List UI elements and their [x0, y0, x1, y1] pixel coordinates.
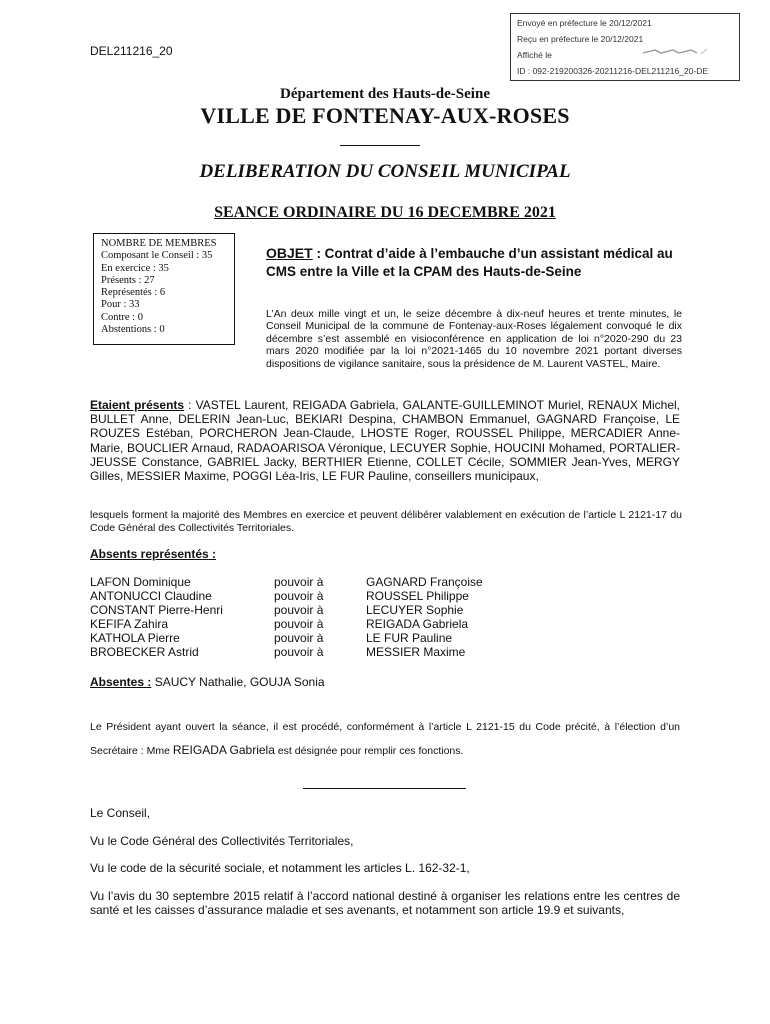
- absentes-label: Absentes :: [90, 675, 152, 689]
- objet-text: : Contrat d’aide à l’embauche d’un assistant médical au CMS entre la Ville et la CPAM des Hauts-de-Seine: [266, 246, 673, 279]
- proxy-list: [90, 575, 590, 659]
- president-text-1: Le Président ayant ouvert la séance, il est procédé, conformément à l’article L 2121-15 du Code précité, à l’élection d’un Secrétaire : Mme: [90, 721, 680, 757]
- proxy-pouvoir: pouvoir à: [274, 589, 324, 603]
- intro-paragraph: L’An deux mille vingt et un, le seize décembre à dix-neuf heures et trente minutes, le Conseil Municipal de la commune de Fontenay-aux-Roses légalement convoqué le dix décembre s’est assemblé en visioconférence en application de loi n°2020-290 du 23 mars 2020 modifiée par la loi n°2021-1465 du 10 novembre 2021 portant diverses dispositions de vigilance sanitaire, sous la présidence de M. Laurent VASTEL, Maire.: [266, 308, 682, 370]
- vu-avis-2015: Vu l’avis du 30 septembre 2015 relatif à l’accord national destiné à organiser les relations entre les centres de santé et les caisses d’assurance maladie et ses avenants, et notamment son article 19.9 et suivants,: [90, 889, 680, 917]
- proxy-to: MESSIER Maxime: [366, 645, 466, 659]
- proxy-to: LE FUR Pauline: [366, 631, 453, 645]
- members-abstentions: Abstentions : 0: [101, 324, 165, 336]
- stamp-id: ID : 092-219200326-20211216-DEL211216_20-DE: [517, 66, 709, 76]
- stamp-received: Reçu en préfecture le 20/12/2021: [517, 34, 644, 44]
- quorum-paragraph: lesquels forment la majorité des Membres en exercice et peuvent délibérer valablement en exécution de l’article L 2121-17 du Code Général des Collectivités Territoriales.: [90, 509, 682, 534]
- proxy-pouvoir: pouvoir à: [274, 603, 324, 617]
- proxy-row: [90, 645, 590, 659]
- absents-title: Absents représentés: [90, 547, 209, 561]
- proxy-name: LAFON Dominique: [90, 575, 191, 589]
- conseil-intro: Le Conseil,: [90, 806, 151, 820]
- proxy-row: [90, 617, 590, 631]
- absentes-names: SAUCY Nathalie, GOUJA Sonia: [151, 675, 325, 689]
- proxy-pouvoir: pouvoir à: [274, 575, 324, 589]
- proxy-row: [90, 631, 590, 645]
- members-title: NOMBRE DE MEMBRES: [101, 238, 217, 249]
- members-presents: Présents : 27: [101, 274, 155, 286]
- absents-colon: :: [208, 547, 217, 561]
- proxy-to: REIGADA Gabriela: [366, 617, 469, 631]
- members-representes: Représentés : 6: [101, 287, 166, 299]
- city-title: VILLE DE FONTENAY-AUX-ROSES: [200, 103, 570, 128]
- secretary-name: REIGADA Gabriela: [172, 743, 275, 757]
- stamp-posted: Affiché le: [517, 50, 552, 60]
- proxy-pouvoir: pouvoir à: [274, 631, 324, 645]
- seance-title: SEANCE ORDINAIRE DU 16 DECEMBRE 2021: [214, 204, 556, 221]
- proxy-pouvoir: pouvoir à: [274, 645, 324, 659]
- members-box: [93, 233, 235, 345]
- proxy-name: BROBECKER Astrid: [90, 645, 199, 659]
- proxy-pouvoir: pouvoir à: [274, 617, 324, 631]
- stamp-logo-icon: [641, 47, 711, 57]
- presents-label: Etaient présents: [90, 398, 185, 412]
- absents-represented-heading: [90, 547, 216, 561]
- proxy-name: KEFIFA Zahira: [90, 617, 169, 631]
- absentes-line: [90, 675, 325, 689]
- objet-label: OBJET: [266, 245, 313, 261]
- proxy-name: KATHOLA Pierre: [90, 631, 180, 645]
- president-text-2: est désignée pour remplir ces fonctions.: [274, 745, 464, 757]
- members-composant: Composant le Conseil : 35: [101, 250, 213, 262]
- document-reference: DEL211216_20: [90, 44, 173, 58]
- stamp-sent: Envoyé en préfecture le 20/12/2021: [517, 18, 652, 28]
- proxy-name: ANTONUCCI Claudine: [90, 589, 212, 603]
- vu-code-securite-sociale: Vu le code de la sécurité sociale, et notamment les articles L. 162-32-1,: [90, 861, 470, 875]
- members-exercice: En exercice : 35: [101, 262, 169, 274]
- presents-list: : VASTEL Laurent, REIGADA Gabriela, GALANTE-GUILLEMINOT Muriel, RENAUX Michel, BULLET Anne, DELERIN Jean-Luc, BEKIARI Despina, CHAMBON Emmanuel, GAGNARD Françoise, LE ROUZES Estéban, PORCHERON Jean-Claude, LHOSTE Roger, ROUSSEL Philippe, MERCADIER Anne-Marie, BOUCLIER Arnaud, RADAOARISOA Véronique, LECUYER Sophie, HOUCINI Mohamed, PORTALIER-JEUSSE Constance, GABRIEL Jacky, BERTHIER Etienne, COLLET Cécile, SOMMIER Jean-Yves, MERGY Gilles, MESSIER Maxime, POGGI Léa-Iris, LE FUR Pauline, conseillers municipaux,: [90, 398, 680, 484]
- presents-paragraph: [90, 398, 680, 483]
- proxy-row: [90, 575, 590, 589]
- objet-block: [266, 244, 684, 281]
- proxy-row: [90, 589, 590, 603]
- proxy-name: CONSTANT Pierre-Henri: [90, 603, 223, 617]
- prefecture-stamp: [510, 13, 740, 81]
- members-contre: Contre : 0: [101, 311, 143, 323]
- proxy-to: LECUYER Sophie: [366, 603, 464, 617]
- members-pour: Pour : 33: [101, 299, 140, 311]
- proxy-to: ROUSSEL Philippe: [366, 589, 469, 603]
- section-divider: [303, 788, 466, 789]
- proxy-to: GAGNARD Françoise: [366, 575, 483, 589]
- deliberation-title: DELIBERATION DU CONSEIL MUNICIPAL: [199, 161, 571, 182]
- title-rule: [340, 145, 420, 146]
- department-heading: Département des Hauts-de-Seine: [280, 86, 490, 102]
- president-paragraph: [90, 716, 680, 763]
- proxy-row: [90, 603, 590, 617]
- vu-cgct: Vu le Code Général des Collectivités Territoriales,: [90, 834, 354, 848]
